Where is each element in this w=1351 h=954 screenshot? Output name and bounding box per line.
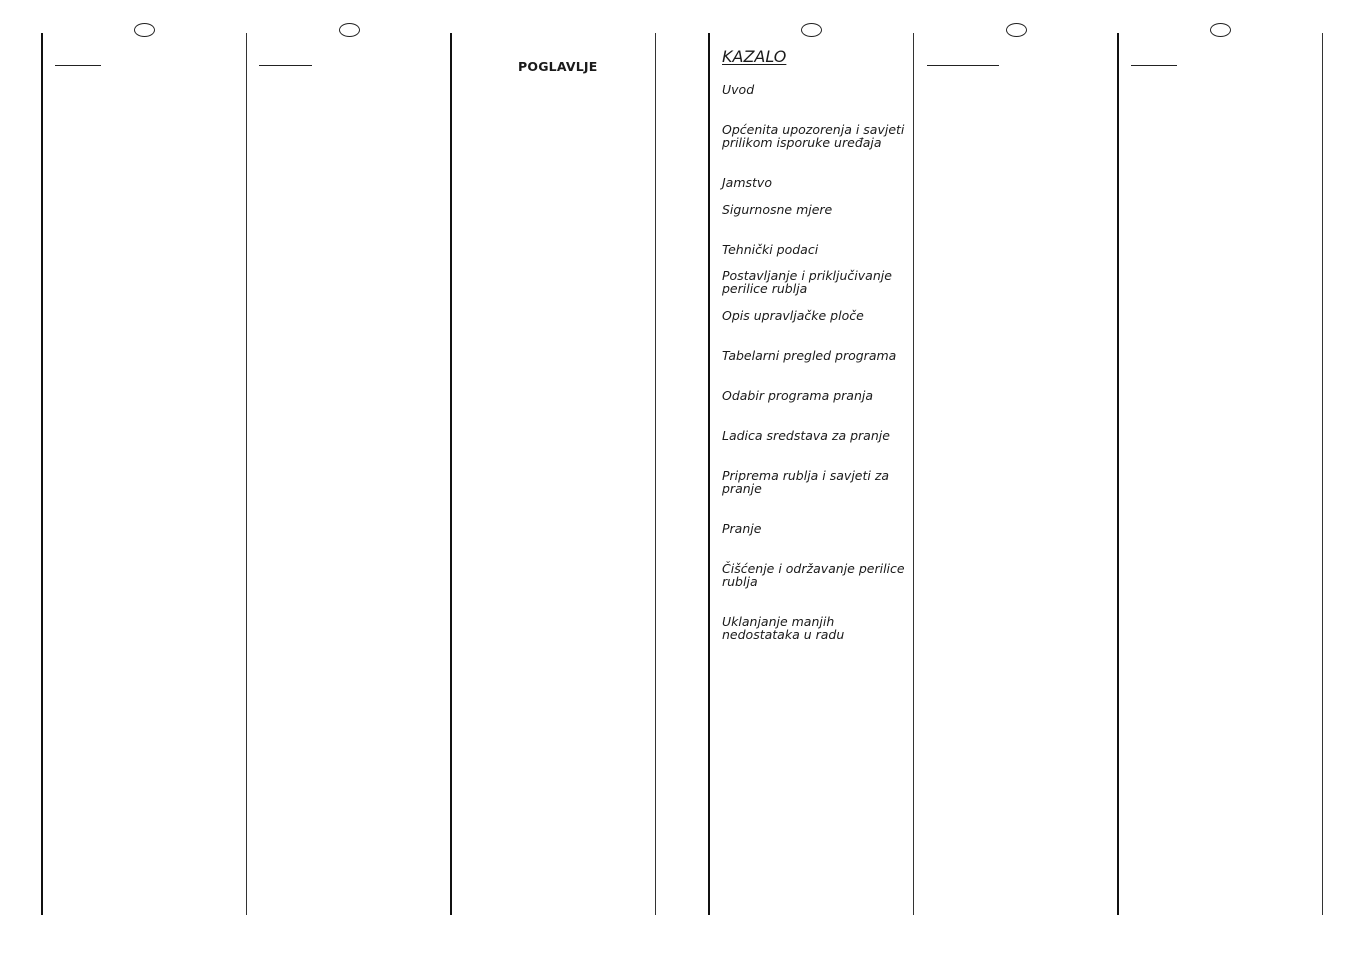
- language-marker-oval: [1210, 23, 1231, 37]
- column-divider: [655, 33, 656, 915]
- toc-item-program-table[interactable]: Tabelarni pregled programa: [722, 348, 897, 363]
- column-divider: [1117, 33, 1119, 915]
- toc-item-washing[interactable]: Pranje: [722, 521, 762, 536]
- header-rule: [55, 65, 101, 66]
- toc-item-cleaning[interactable]: Čišćenje i održavanje perilice rublja: [722, 561, 905, 590]
- column-divider: [246, 33, 247, 915]
- column-divider: [1322, 33, 1323, 915]
- toc-item-uvod[interactable]: Uvod: [722, 82, 755, 97]
- column-divider: [708, 33, 710, 915]
- toc-item-safety[interactable]: Sigurnosne mjere: [722, 202, 833, 217]
- column-divider: [913, 33, 914, 915]
- column-divider: [41, 33, 43, 915]
- language-marker-oval: [801, 23, 822, 37]
- toc-item-laundry-prep[interactable]: Priprema rublja i savjeti za pranje: [722, 468, 890, 497]
- toc-item-warranty[interactable]: Jamstvo: [722, 175, 772, 190]
- chapter-heading: POGLAVLJE: [518, 59, 598, 74]
- toc-item-troubleshooting[interactable]: Uklanjanje manjih nedostataka u radu: [722, 614, 845, 643]
- language-marker-oval: [134, 23, 155, 37]
- toc-item-installation[interactable]: Postavljanje i priključivanje perilice rublja: [722, 268, 892, 297]
- toc-item-detergent-drawer[interactable]: Ladica sredstava za pranje: [722, 428, 890, 443]
- toc-title: KAZALO: [722, 47, 787, 66]
- language-marker-oval: [1006, 23, 1027, 37]
- language-marker-oval: [339, 23, 360, 37]
- header-rule: [259, 65, 312, 66]
- toc-item-control-panel[interactable]: Opis upravljačke ploče: [722, 308, 864, 323]
- header-rule: [927, 65, 999, 66]
- column-divider: [450, 33, 452, 915]
- toc-item-program-selection[interactable]: Odabir programa pranja: [722, 388, 874, 403]
- toc-item-general-warnings[interactable]: Općenita upozorenja i savjeti prilikom isporuke uređaja: [722, 122, 905, 151]
- toc-item-technical-data[interactable]: Tehnički podaci: [722, 242, 819, 257]
- header-rule: [1131, 65, 1177, 66]
